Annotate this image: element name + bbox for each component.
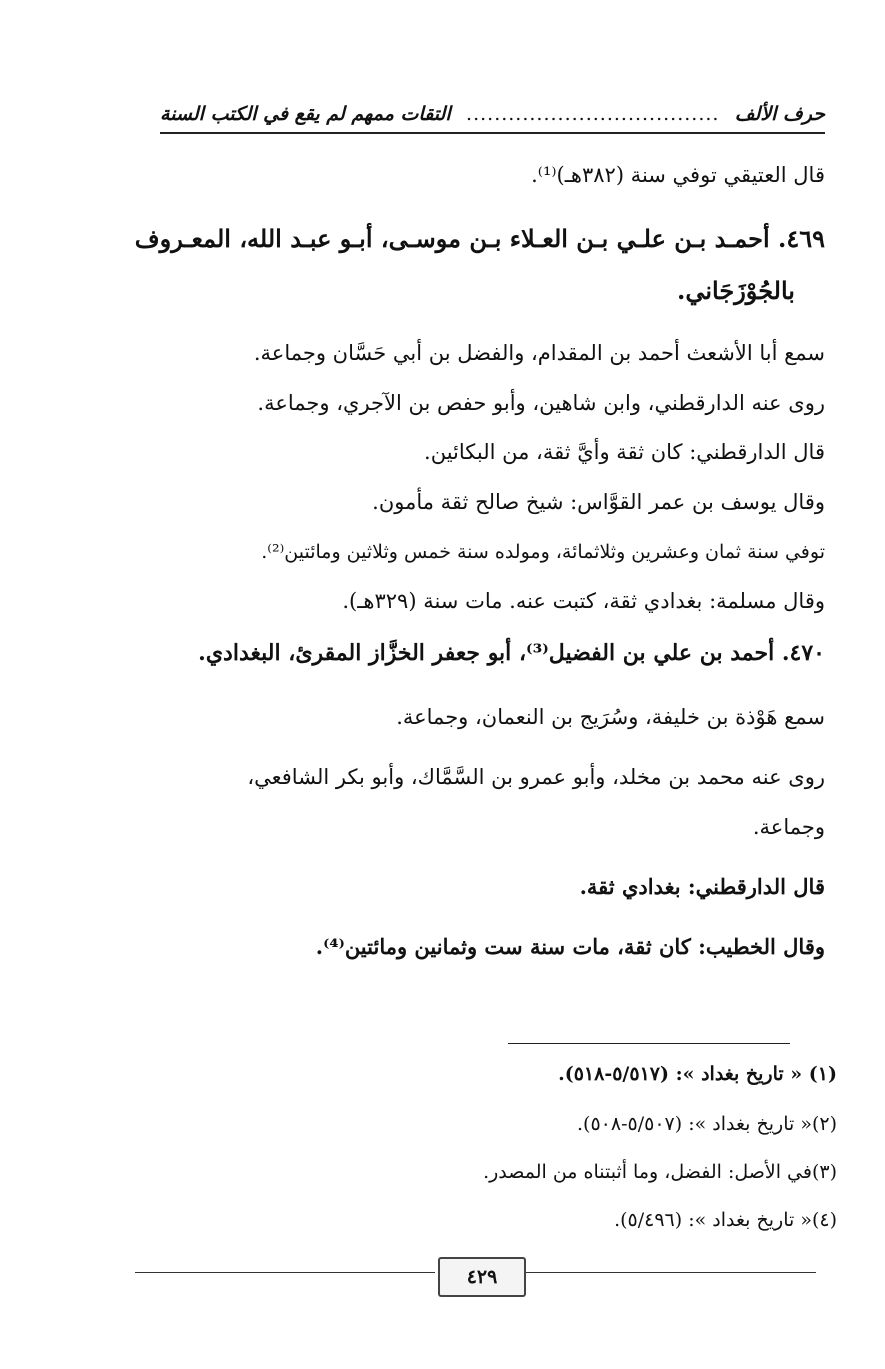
- running-header: [160, 96, 825, 134]
- entry-469-heading: ٤٦٩. أحمـد بـن علـي بـن العـلاء بـن موسـى، أبـو عبـد الله، المعـروف: [134, 224, 825, 253]
- text-line: توفي سنة ثمان وعشرين وثلاثمائة، ومولده سنة خمس وثلاثين ومائتين⁽²⁾.: [261, 541, 825, 563]
- header-dots: ....................................: [466, 103, 720, 125]
- text-line: وجماعة.: [752, 815, 825, 839]
- text-line: وقال الخطيب: كان ثقة، مات سنة ست وثمانين ومائتين⁽⁴⁾.: [315, 934, 825, 959]
- footnote-4: (٤)« تاريخ بغداد »: (٥/٤٩٦).: [614, 1209, 837, 1231]
- text-line: قال العتيقي توفي سنة (٣٨٢هـ)⁽¹⁾.: [531, 163, 825, 187]
- footnote-separator: [508, 1043, 790, 1044]
- text-line: روى عنه الدارقطني، وابن شاهين، وأبو حفص بن الآجري، وجماعة.: [257, 391, 825, 415]
- page-number: ٤٢٩: [438, 1257, 526, 1297]
- footnote-2: (٢)« تاريخ بغداد »: (٥/٥٠٧-٥٠٨).: [577, 1113, 837, 1135]
- entry-469-heading-cont: بالجُوْزَجَاني.: [677, 276, 795, 305]
- text-line: قال الدارقطني: كان ثقة وأيَّ ثقة، من البكائين.: [424, 440, 825, 464]
- text-line: سمع أبا الأشعث أحمد بن المقدام، والفضل بن أبي حَسَّان وجماعة.: [253, 341, 825, 365]
- footnote-3: (٣)في الأصل: الفضل، وما أثبتناه من المصدر.: [483, 1161, 837, 1183]
- header-book-title: التقات ممهم لم يقع في الكتب السنة: [160, 103, 451, 125]
- text-line: وقال يوسف بن عمر القوَّاس: شيخ صالح ثقة مأمون.: [372, 490, 825, 514]
- text-line: سمع هَوْذة بن خليفة، وسُرَيج بن النعمان، وجماعة.: [396, 705, 825, 729]
- footnote-1: (١) « تاريخ بغداد »: (٥/٥١٧-٥١٨).: [558, 1063, 837, 1085]
- entry-470-heading: ٤٧٠. أحمد بن علي بن الفضيل⁽³⁾، أبو جعفر الخزَّاز المقرئ، البغدادي.: [198, 640, 825, 666]
- text-line: روى عنه محمد بن مخلد، وأبو عمرو بن السَّمَّاك، وأبو بكر الشافعي،: [247, 765, 825, 789]
- footer-rule-right: [526, 1272, 816, 1273]
- header-section-title: حرف الألف: [734, 103, 825, 125]
- footer-rule-left: [135, 1272, 435, 1273]
- text-line: وقال مسلمة: بغدادي ثقة، كتبت عنه. مات سنة (٣٢٩هـ).: [342, 589, 825, 613]
- text-line: قال الدارقطني: بغدادي ثقة.: [579, 874, 825, 899]
